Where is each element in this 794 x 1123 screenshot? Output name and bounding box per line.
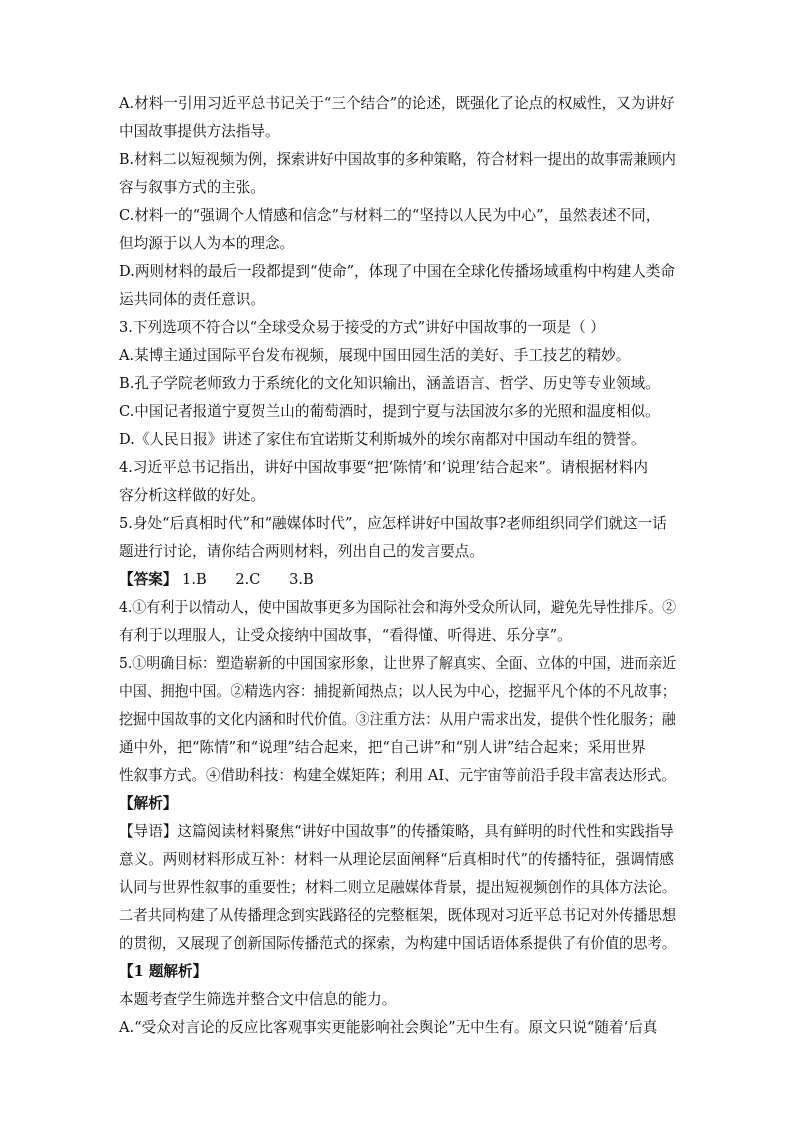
intro-line-4: 二者共同构建了从传播理念到实践路径的完整框架，既体现对习近平总书记对外传播思想 [119,907,677,924]
q1-analysis-option-a: A.“受众对言论的反应比客观事实更能影响社会舆论”无中生有。原文只说“随着‘后真 [119,1019,658,1036]
option-d-line-2: 运共同体的责任意识。 [119,291,265,308]
option-d-line-1: D.两则材料的最后一段都提到“使命”，体现了中国在全球化传播场域重构中构建人类命 [119,263,676,280]
q3-option-a: A.某博主通过国际平台发布视频，展现中国田园生活的美好、手工技艺的精妙。 [119,347,631,364]
intro-line-3: 认同与世界性叙事的重要性；材料二则立足融媒体背景，提出短视频创作的具体方法论。 [119,879,677,896]
q3-option-b: B.孔子学院老师致力于系统化的文化知识输出，涵盖语言、哲学、历史等专业领域。 [119,375,660,392]
answer-1: 1.B [182,571,207,588]
answer-5-line-4: 通中外，把“陈情”和“说理”结合起来，把“自己讲”和“别人讲”结合起来；采用世界 [119,739,646,756]
question-4-line-1: 4.习近平总书记指出，讲好中国故事要“把‘陈情’和‘说理’结合起来”。请根据材料内 [119,459,648,476]
answer-4-line-2: 有利于以理服人，让受众接纳中国故事，“看得懂、听得进、乐分享”。 [119,627,572,644]
intro-line-1: 【导语】这篇阅读材料聚焦“讲好中国故事”的传播策略，具有鲜明的时代性和实践指导 [119,823,674,840]
answer-2: 2.C [235,571,261,588]
option-b-line-2: 容与叙事方式的主张。 [119,179,265,196]
answer-label: 【答案】 [119,571,178,588]
q3-option-d: D.《人民日报》讲述了家住布宜诺斯艾利斯城外的埃尔南都对中国动车组的赞誉。 [119,431,646,448]
question-5-line-1: 5.身处“后真相时代”和“融媒体时代”，应怎样讲好中国故事?老师组织同学们就这一话 [119,515,667,532]
intro-line-2: 意义。两则材料形成互补：材料一从理论层面阐释“后真相时代”的传播特征，强调情感 [119,851,674,868]
q3-option-c: C.中国记者报道宁夏贺兰山的葡萄酒时，提到宁夏与法国波尔多的光照和温度相似。 [119,403,660,420]
answer-5-line-1: 5.①明确目标：塑造崭新的中国国家形象，让世界了解真实、全面、立体的中国，进而亲近 [119,655,677,672]
answer-key [119,570,314,590]
option-c-line-2: 但均源于以人为本的理念。 [119,235,295,252]
option-b-line-1: B.材料二以短视频为例，探索讲好中国故事的多种策略，符合材料一提出的故事需兼顾内 [119,151,676,168]
answer-4-line-1: 4.①有利于以情动人，使中国故事更多为国际社会和海外受众所认同，避免先导性排斥。② [119,599,677,616]
answer-3: 3.B [289,571,314,588]
answer-5-line-5: 性叙事方式。④借助科技：构建全媒矩阵；利用 AI、元宇宙等前沿手段丰富表达形式。 [119,767,676,784]
analysis-heading: 【解析】 [119,795,178,812]
answer-5-line-3: 挖掘中国故事的文化内涵和时代价值。③注重方法：从用户需求出发，提供个性化服务；融 [119,711,676,728]
option-a-line-1: A.材料一引用习近平总书记关于“三个结合”的论述，既强化了论点的权威性，又为讲好 [119,95,675,112]
answer-5-line-2: 中国、拥抱中国。②精选内容：捕捉新闻热点；以人民为中心，挖掘平凡个体的不凡故事； [119,683,676,700]
intro-line-5: 的贯彻，又展现了创新国际传播范式的探索，为构建中国话语体系提供了有价值的思考。 [119,935,677,952]
question-3: 3.下列选项不符合以“全球受众易于接受的方式”讲好中国故事的一项是（ ） [119,319,605,336]
option-a-line-2: 中国故事提供方法指导。 [119,123,280,140]
q1-analysis-text: 本题考查学生筛选并整合文中信息的能力。 [119,991,397,1008]
option-c-line-1: C.材料一的“强调个人情感和信念”与材料二的“坚持以人民为中心”，虽然表述不同， [119,207,661,224]
q1-analysis-heading: 【1 题解析】 [119,963,208,980]
question-5-line-2: 题进行讨论，请你结合两则材料，列出自己的发言要点。 [119,543,484,560]
question-4-line-2: 容分析这样做的好处。 [119,487,265,504]
